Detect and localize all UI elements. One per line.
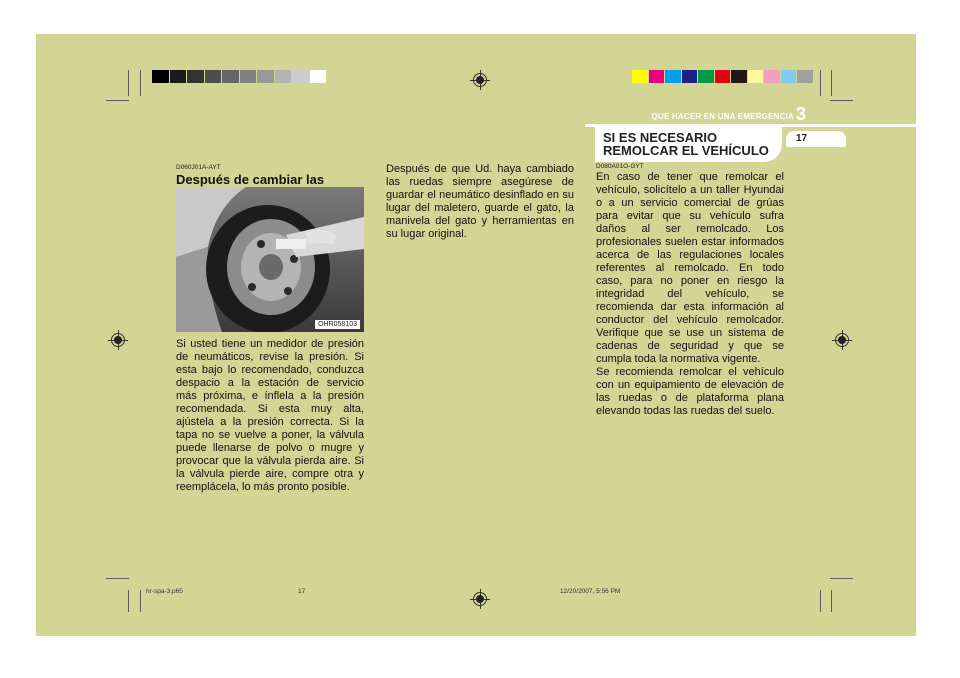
chapter-number: 3 [796, 104, 807, 124]
crop-mark [820, 590, 821, 612]
section-label: QUE HACER EN UNA EMERGENCIA [651, 112, 794, 121]
right-paragraph-2: Se recomienda remolcar el vehículo con un equipamiento de elevación de las ruedas o de plataforma plana elevando todas las ruedas del suelo. [596, 366, 784, 417]
calibration-swatch [240, 70, 257, 83]
footer-timestamp: 12/20/2007, 5:56 PM [560, 588, 621, 595]
middle-paragraph: Después de que Ud. haya cambiado las ruedas siempre asegúrese de guardar el neumático desinflado en su lugar del maletero, guarde el gato, la manivela del gato y herramientas en su lugar original. [386, 163, 574, 240]
section-title: SI ES NECESARIO REMOLCAR EL VEHÍCULO [603, 130, 769, 158]
calibration-swatch [310, 70, 327, 83]
calibration-swatch [222, 70, 239, 83]
page-number: 17 [796, 133, 808, 144]
crop-mark [106, 578, 129, 579]
photo-label: OHR058103 [315, 320, 360, 329]
crop-mark [140, 70, 141, 96]
calibration-swatch [187, 70, 204, 83]
calibration-swatch [797, 70, 813, 83]
calibration-swatch [764, 70, 780, 83]
tire-illustration [176, 187, 364, 332]
right-column [596, 163, 784, 418]
registration-mark-icon [108, 330, 128, 350]
calibration-swatch [632, 70, 648, 83]
calibration-swatch [275, 70, 292, 83]
left-paragraph: Si usted tiene un medidor de presión de neumáticos, revise la presión. Si esta bajo lo recomendado, conduzca despacio a la estación de servicio más próxima, e ínflela a la presión recomendada. Si esta muy alta, ajústela a la presión correcta. Si la tapa no se vuelve a poner, la válvula puede llenarse de polvo o mugre y provocar que la válvula pierda aire. Si la válvula pierde aire, compre otra y reemplácela, lo más pronto posible. [176, 338, 364, 493]
crop-mark [128, 70, 129, 96]
registration-mark-icon [832, 330, 852, 350]
calibration-swatch [682, 70, 698, 83]
crop-mark [140, 590, 141, 612]
calibration-swatch [170, 70, 187, 83]
crop-mark [106, 100, 129, 101]
section-code: D060J01A-AYT [176, 164, 221, 171]
right-paragraph-1: En caso de tener que remolcar el vehículo, solicítelo a un taller Hyundai o a un servicio comercial de grúas para evitar que su vehículo sufra daños al ser remolcado. Los profesionales suelen estar informados acerca de las regulaciones locales referentes al remolcado. En todo caso, para no poner en riesgo la integridad del vehículo, se recomienda dar esta información al conductor del vehículo remolcador. Verifique que se use un sistema de cadenas de seguridad y que se cumpla toda la normativa vigente. [596, 171, 784, 365]
calibration-swatch [665, 70, 681, 83]
crop-mark [820, 70, 821, 96]
calibration-swatch [292, 70, 309, 83]
calibration-swatch [715, 70, 731, 83]
calibration-swatch [748, 70, 764, 83]
page-number-tab [786, 131, 846, 147]
calibration-swatch [698, 70, 714, 83]
calibration-swatch [781, 70, 797, 83]
registration-mark-icon [470, 70, 490, 90]
footer-page: 17 [298, 588, 306, 595]
registration-mark-icon [470, 589, 490, 609]
crop-mark [830, 100, 853, 101]
crop-mark [831, 590, 832, 612]
calibration-swatch [731, 70, 747, 83]
tire-pressure-photo [176, 187, 364, 332]
calibration-swatch [649, 70, 665, 83]
calibration-swatch [152, 70, 169, 83]
crop-mark [831, 70, 832, 96]
crop-mark [128, 590, 129, 612]
footer-file-name: hr-spa-3.p65 [146, 588, 183, 595]
calibration-swatch [205, 70, 222, 83]
crop-mark [830, 578, 853, 579]
calibration-swatch [257, 70, 274, 83]
section-code: D080A01O-GYT [596, 163, 644, 170]
section-heading: Después de cambiar las [176, 172, 325, 187]
